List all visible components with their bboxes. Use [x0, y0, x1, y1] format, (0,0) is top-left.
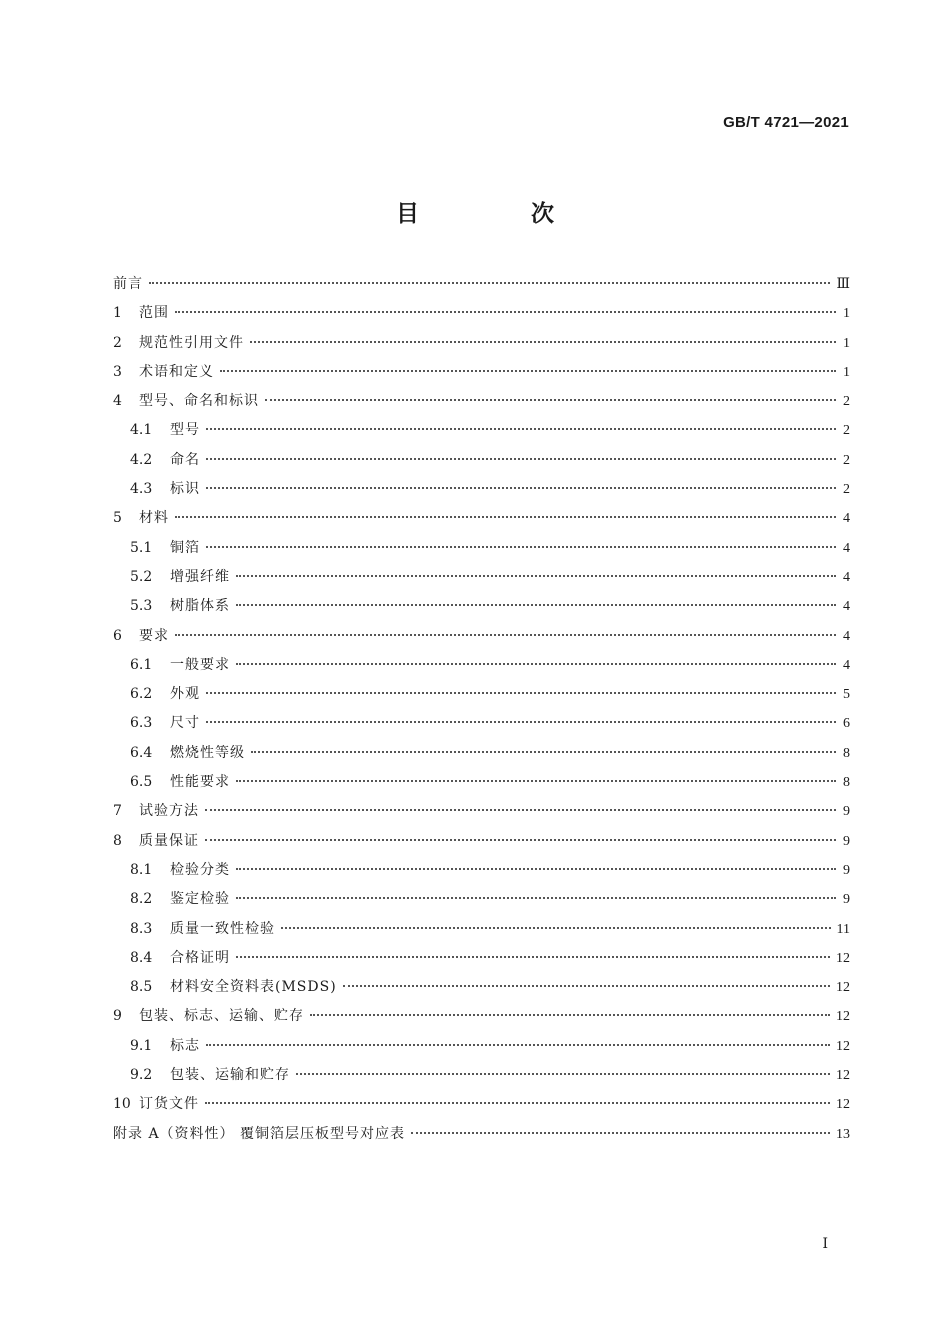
toc-leader-dots	[220, 370, 836, 372]
toc-entry-title: 材料	[139, 510, 169, 527]
toc-entry-page: 12	[836, 1009, 850, 1025]
toc-entry-title: 附录 A（资料性） 覆铜箔层压板型号对应表	[113, 1125, 406, 1142]
toc-entry-page: 1	[843, 335, 850, 351]
toc-entry-number: 5	[113, 510, 122, 527]
toc-entry[interactable]	[113, 827, 850, 856]
toc-leader-dots	[411, 1132, 830, 1134]
toc-entry-number: 5.1	[130, 539, 153, 556]
toc-leader-dots	[206, 692, 836, 694]
table-of-contents	[113, 270, 850, 1149]
toc-entry-page: 4	[843, 540, 850, 556]
toc-entry-page: 9	[843, 833, 850, 849]
toc-entry[interactable]	[113, 416, 850, 445]
toc-entry-title: 尺寸	[170, 715, 200, 732]
toc-entry[interactable]	[113, 856, 850, 885]
page-number: Ⅰ	[822, 1237, 828, 1252]
toc-entry-page: 6	[843, 716, 850, 732]
toc-entry-page: 9	[843, 804, 850, 820]
toc-entry-page: 8	[843, 745, 850, 761]
toc-entry-title: 命名	[170, 451, 200, 468]
toc-entry-page: 1	[843, 306, 850, 322]
toc-leader-dots	[343, 985, 830, 987]
toc-leader-dots	[236, 663, 836, 665]
toc-leader-dots	[206, 458, 836, 460]
toc-entry-title: 标志	[170, 1037, 200, 1054]
toc-entry-page: 5	[843, 687, 850, 703]
toc-entry-title: 要求	[139, 627, 169, 644]
toc-leader-dots	[281, 927, 831, 929]
toc-entry-number: 3	[113, 363, 122, 380]
toc-entry-title: 范围	[139, 305, 169, 322]
toc-entry-number: 8.4	[130, 949, 153, 966]
toc-leader-dots	[236, 575, 836, 577]
toc-entry-page: 2	[843, 423, 850, 439]
standard-number: GB/T 4721—2021	[723, 114, 849, 131]
toc-leader-dots	[206, 721, 836, 723]
toc-entry-number: 9	[113, 1008, 122, 1025]
toc-entry[interactable]	[113, 1002, 850, 1031]
toc-entry-number: 8.3	[130, 920, 153, 937]
toc-entry-title: 树脂体系	[170, 598, 230, 615]
toc-leader-dots	[205, 839, 836, 841]
page-title: 目 次	[395, 201, 606, 227]
toc-entry-number: 4.3	[130, 481, 153, 498]
toc-entry-title: 规范性引用文件	[139, 334, 244, 351]
toc-entry-title: 鉴定检验	[170, 891, 230, 908]
toc-leader-dots	[206, 487, 836, 489]
toc-leader-dots	[206, 428, 836, 430]
toc-entry-page: 12	[836, 1097, 850, 1113]
toc-entry[interactable]	[113, 563, 850, 592]
toc-entry-number: 10	[113, 1096, 131, 1113]
toc-entry-number: 6.2	[130, 686, 153, 703]
toc-entry-number: 6	[113, 627, 122, 644]
toc-entry[interactable]	[113, 1090, 850, 1119]
toc-leader-dots	[206, 546, 836, 548]
toc-entry-title: 合格证明	[170, 949, 230, 966]
toc-entry-title: 包装、运输和贮存	[170, 1067, 290, 1084]
toc-entry-title: 质量一致性检验	[170, 920, 275, 937]
toc-entry-page: 2	[843, 394, 850, 410]
toc-entry-page: 4	[843, 657, 850, 673]
toc-entry-page: 13	[836, 1126, 850, 1142]
toc-entry[interactable]	[113, 504, 850, 533]
toc-entry[interactable]	[113, 651, 850, 680]
toc-entry-title: 订货文件	[139, 1096, 199, 1113]
toc-entry-number: 5.2	[130, 568, 153, 585]
toc-entry-page: 4	[843, 511, 850, 527]
toc-entry-number: 8.2	[130, 891, 153, 908]
toc-entry[interactable]	[113, 1120, 850, 1149]
toc-entry[interactable]	[113, 680, 850, 709]
toc-entry-title: 术语和定义	[139, 363, 214, 380]
toc-entry-number: 8.1	[130, 861, 153, 878]
toc-leader-dots	[296, 1073, 830, 1075]
toc-entry-number: 7	[113, 803, 122, 820]
toc-entry-title: 前言	[113, 276, 143, 292]
toc-entry-title: 燃烧性等级	[170, 744, 245, 761]
toc-entry[interactable]	[113, 299, 850, 328]
toc-entry[interactable]	[113, 973, 850, 1002]
toc-leader-dots	[250, 341, 836, 343]
toc-entry-title: 铜箔	[170, 539, 200, 556]
toc-leader-dots	[310, 1014, 830, 1016]
toc-entry[interactable]	[113, 709, 850, 738]
toc-entry-title: 型号、命名和标识	[139, 393, 259, 410]
toc-entry-number: 1	[113, 305, 122, 322]
toc-leader-dots	[265, 399, 836, 401]
toc-entry[interactable]	[113, 387, 850, 416]
toc-entry-page: 2	[843, 452, 850, 468]
toc-leader-dots	[205, 809, 836, 811]
toc-entry[interactable]	[113, 622, 850, 651]
toc-entry-page: 4	[843, 569, 850, 585]
toc-entry-number: 9.1	[130, 1037, 153, 1054]
toc-entry-page: 12	[836, 1068, 850, 1084]
toc-entry-title: 标识	[170, 481, 200, 498]
toc-leader-dots	[251, 751, 836, 753]
toc-leader-dots	[175, 516, 836, 518]
toc-entry-title: 包装、标志、运输、贮存	[139, 1008, 304, 1025]
toc-entry[interactable]	[113, 475, 850, 504]
toc-entry-page: 12	[836, 1038, 850, 1054]
toc-entry[interactable]	[113, 270, 850, 299]
toc-entry-page: 11	[836, 921, 850, 937]
toc-entry-page: 8	[843, 775, 850, 791]
toc-entry-number: 6.1	[130, 656, 153, 673]
toc-entry-page: 1	[843, 364, 850, 380]
toc-entry[interactable]	[113, 915, 850, 944]
toc-leader-dots	[205, 1102, 830, 1104]
toc-entry-title: 增强纤维	[170, 568, 230, 585]
toc-entry-page: 9	[843, 862, 850, 878]
toc-entry[interactable]	[113, 329, 850, 358]
toc-leader-dots	[175, 634, 836, 636]
toc-entry[interactable]	[113, 446, 850, 475]
toc-entry[interactable]	[113, 768, 850, 797]
toc-entry[interactable]	[113, 1061, 850, 1090]
toc-leader-dots	[149, 282, 830, 284]
toc-leader-dots	[175, 311, 836, 313]
toc-entry-title: 质量保证	[139, 832, 199, 849]
toc-entry-title: 外观	[170, 686, 200, 703]
toc-entry-number: 6.3	[130, 715, 153, 732]
toc-entry[interactable]	[113, 885, 850, 914]
toc-entry-page: Ⅲ	[836, 277, 850, 292]
toc-entry-number: 6.5	[130, 774, 153, 791]
toc-leader-dots	[236, 780, 836, 782]
toc-entry-title: 检验分类	[170, 861, 230, 878]
toc-entry[interactable]	[113, 797, 850, 826]
toc-entry-title: 性能要求	[170, 774, 230, 791]
toc-entry[interactable]	[113, 534, 850, 563]
toc-entry[interactable]	[113, 1032, 850, 1061]
toc-entry-page: 12	[836, 980, 850, 996]
toc-entry-number: 4.2	[130, 451, 153, 468]
toc-entry-page: 12	[836, 950, 850, 966]
toc-entry-title: 一般要求	[170, 656, 230, 673]
toc-entry-number: 4	[113, 393, 122, 410]
toc-entry-page: 9	[843, 892, 850, 908]
toc-entry-number: 8	[113, 832, 122, 849]
toc-entry[interactable]	[113, 739, 850, 768]
toc-leader-dots	[236, 868, 836, 870]
toc-entry-title: 型号	[170, 422, 200, 439]
toc-entry-title: 试验方法	[139, 803, 199, 820]
toc-leader-dots	[206, 1044, 830, 1046]
toc-entry-title: 材料安全资料表(MSDS)	[170, 979, 337, 996]
toc-entry-page: 4	[843, 599, 850, 615]
toc-entry-number: 5.3	[130, 598, 153, 615]
toc-entry-number: 8.5	[130, 979, 153, 996]
toc-leader-dots	[236, 897, 836, 899]
toc-entry-number: 6.4	[130, 744, 153, 761]
toc-entry-number: 4.1	[130, 422, 153, 439]
toc-entry-page: 2	[843, 482, 850, 498]
toc-entry-page: 4	[843, 628, 850, 644]
toc-entry[interactable]	[113, 592, 850, 621]
toc-entry[interactable]	[113, 944, 850, 973]
toc-entry-number: 9.2	[130, 1067, 153, 1084]
toc-entry-number: 2	[113, 334, 122, 351]
toc-leader-dots	[236, 604, 836, 606]
toc-entry[interactable]	[113, 358, 850, 387]
toc-leader-dots	[236, 956, 830, 958]
